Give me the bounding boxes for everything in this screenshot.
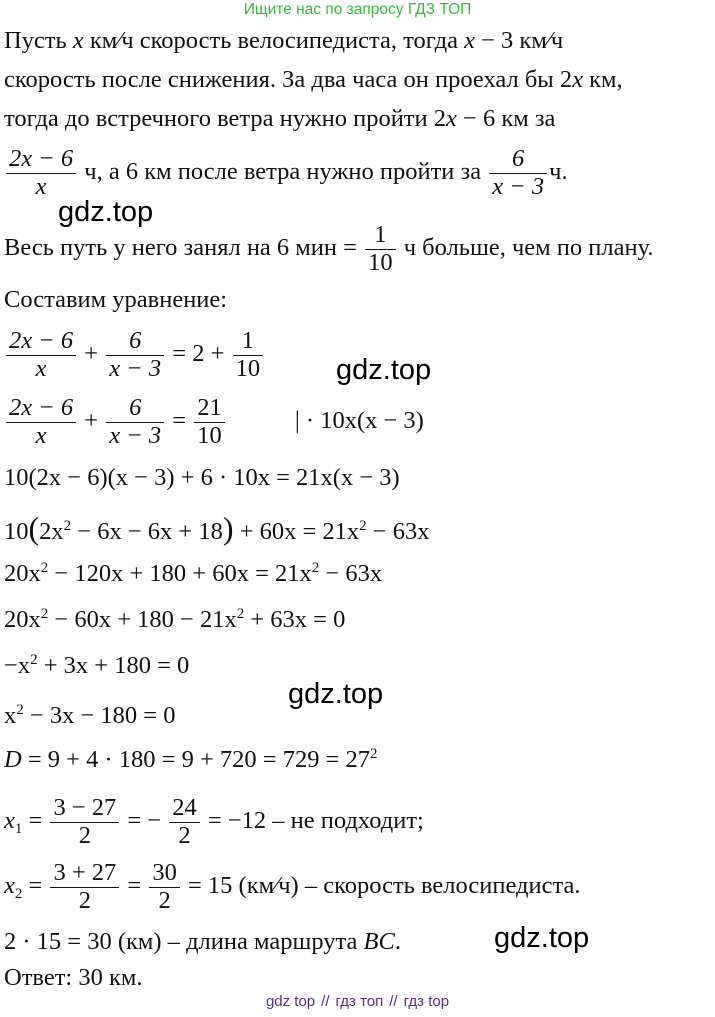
text-line-4: $\frac{2x - 6}{x}$ ч, а 6 км после ветра нужно пройти за $\frac{6}{x - 3}$ ч. <box>4 146 568 201</box>
watermark: gdz.top <box>494 922 590 954</box>
watermark: gdz.top <box>336 354 432 386</box>
route-length: 2 · 15 = 30 (км) – длина маршрута BC. <box>4 928 401 955</box>
equation-5: $20x^2 - 120x + 180 + 60x = 21x^2 - 63x$ <box>4 560 383 587</box>
equation-3: 10(2x − 6)(x − 3) + 6 · 10x = 21x(x − 3) <box>4 464 400 491</box>
footer-link[interactable]: гдз топ <box>335 993 384 1010</box>
text-line-5: Весь путь у него занял на 6 мин = $\frac{1}{10}$ ч больше, чем по плану. <box>4 221 654 276</box>
equation-title: Составим уравнение: <box>4 286 228 313</box>
discriminant: $D = 9 + 4 \cdot 180 = 9 + 720 = 729 = 27^2$ <box>4 746 378 773</box>
equation-6: $20x^2 - 60x + 180 - 21x^2 + 63x = 0$ <box>4 606 346 633</box>
fraction: $\frac{6}{x - 3}$ <box>489 146 547 201</box>
text-line-2: скорость после снижения. За два часа он проехал бы 2x км, <box>4 66 623 93</box>
text-line-3: тогда до встречного ветра нужно пройти 2x − 6 км за <box>4 105 556 132</box>
answer: Ответ: 30 км. <box>4 964 143 991</box>
equation-4: $10(2x^2 - 6x - 6x + 18) + 60x = 21x^2 - 63x$ <box>4 510 430 546</box>
root-2: $x_2$ = $\frac{3 + 27}{2}$ = $\frac{30}{2}$ = 15 (км⁄ч) – скорость велосипедиста. <box>4 859 581 914</box>
watermark: gdz.top <box>288 678 384 710</box>
footer-link[interactable]: гдз top <box>403 993 450 1010</box>
equation-8: $x^2 - 3x - 180 = 0$ <box>4 702 176 729</box>
search-banner: Ищите нас по запросу ГДЗ ТОП <box>243 1 472 18</box>
fraction: $\frac{1}{10}$ <box>365 222 396 277</box>
equation-7: $-x^2 + 3x + 180 = 0$ <box>4 652 190 679</box>
text-line-1: Пусть x км⁄ч скорость велосипедиста, тогда x − 3 км⁄ч <box>4 27 564 54</box>
equation-2: $\frac{2x - 6}{x}$ + $\frac{6}{x - 3}$ = $\frac{21}{10}$ | · 10x(x − 3) <box>4 395 424 450</box>
footer-links: gdz top // гдз топ // гдз top <box>265 993 450 1010</box>
root-1: $x_1$ = $\frac{3 - 27}{2}$ = − $\frac{24}{2}$ = −12 – не подходит; <box>4 794 424 849</box>
equation-1: $\frac{2x - 6}{x}$ + $\frac{6}{x - 3}$ = 2 + $\frac{1}{10}$ <box>4 328 265 383</box>
footer-link[interactable]: gdz top <box>265 993 316 1010</box>
fraction: $\frac{2x - 6}{x}$ <box>6 146 76 201</box>
watermark: gdz.top <box>58 196 154 228</box>
